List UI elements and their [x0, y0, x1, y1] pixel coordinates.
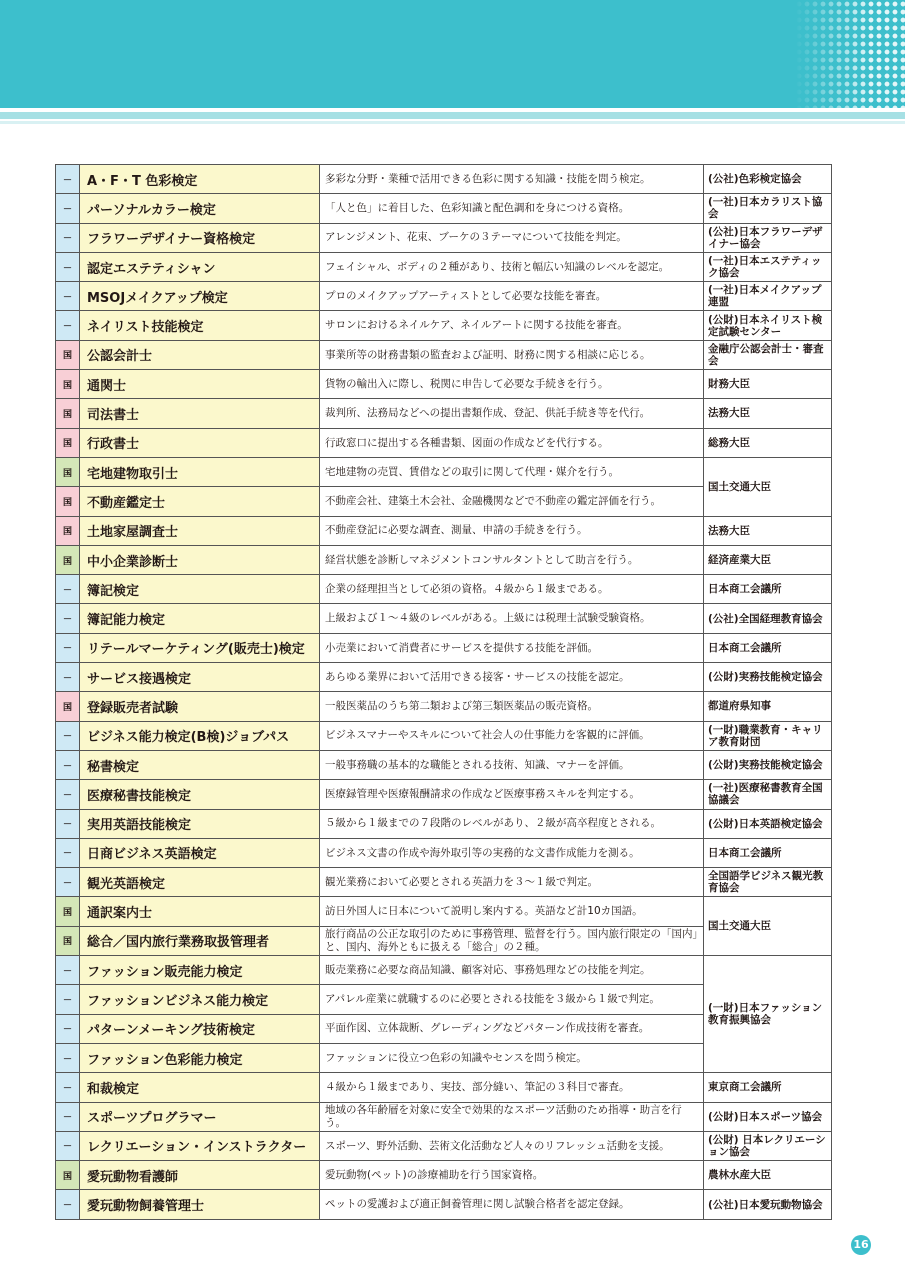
qualification-type-mark: －	[56, 868, 80, 897]
qualification-description: 医療録管理や医療報酬請求の作成など医療事務スキルを判定する。	[320, 780, 704, 809]
qualification-organization: (公財)日本スポーツ協会	[704, 1102, 832, 1131]
qualification-type-mark: －	[56, 194, 80, 223]
qualification-name: 中小企業診断士	[80, 545, 320, 574]
qualification-type-mark: －	[56, 1014, 80, 1043]
header-stripe-light	[0, 121, 905, 124]
table-row	[56, 633, 832, 662]
qualification-description: あらゆる業界において活用できる接客・サービスの技能を認定。	[320, 663, 704, 692]
qualification-name: ファッションビジネス能力検定	[80, 985, 320, 1014]
qualification-table-body	[56, 165, 832, 1220]
table-row	[56, 692, 832, 721]
qualification-description: ビジネスマナーやスキルについて社会人の仕事能力を客観的に評価。	[320, 721, 704, 750]
qualification-name: リテールマーケティング(販売士)検定	[80, 633, 320, 662]
table-row	[56, 956, 832, 985]
qualification-type-mark: 国	[56, 457, 80, 486]
qualification-name: レクリエーション・インストラクター	[80, 1131, 320, 1160]
qualification-type-mark: 国	[56, 428, 80, 457]
qualification-type-mark: －	[56, 223, 80, 252]
qualification-type-mark: 国	[56, 516, 80, 545]
qualification-description: アパレル産業に就職するのに必要とされる技能を３級から１級で判定。	[320, 985, 704, 1014]
qualification-name: 総合／国内旅行業務取扱管理者	[80, 926, 320, 955]
qualification-description: 訪日外国人に日本について説明し案内する。英語など計10カ国語。	[320, 897, 704, 926]
qualification-type-mark: －	[56, 663, 80, 692]
table-row	[56, 663, 832, 692]
qualification-description: 旅行商品の公正な取引のために事務管理、監督を行う。国内旅行限定の「国内」と、国内、海外ともに扱える「総合」の２種。	[320, 926, 704, 955]
qualification-type-mark: －	[56, 252, 80, 281]
qualification-description: スポーツ、野外活動、芸術文化活動など人々のリフレッシュ活動を支援。	[320, 1131, 704, 1160]
qualification-description: 販売業務に必要な商品知識、顧客対応、事務処理などの技能を判定。	[320, 956, 704, 985]
qualification-name: 簿記検定	[80, 575, 320, 604]
qualification-type-mark: 国	[56, 545, 80, 574]
table-row	[56, 223, 832, 252]
qualification-description: 宅地建物の売買、賃借などの取引に関して代理・媒介を行う。	[320, 457, 704, 486]
qualification-name: スポーツプログラマー	[80, 1102, 320, 1131]
qualification-name: 日商ビジネス英語検定	[80, 838, 320, 867]
qualification-description: 行政窓口に提出する各種書類、図面の作成などを代行する。	[320, 428, 704, 457]
qualification-organization: 全国語学ビジネス観光教育協会	[704, 868, 832, 897]
qualification-organization: (公社)色彩検定協会	[704, 165, 832, 194]
qualification-organization: (一社)医療秘書教育全国協議会	[704, 780, 832, 809]
qualification-organization: 財務大臣	[704, 370, 832, 399]
qualification-type-mark: 国	[56, 340, 80, 369]
qualification-organization: (一社)日本カラリスト協会	[704, 194, 832, 223]
qualification-description: 愛玩動物(ペット)の診療補助を行う国家資格。	[320, 1161, 704, 1190]
table-row	[56, 252, 832, 281]
qualification-name: 司法書士	[80, 399, 320, 428]
qualification-organization: (一社)日本メイクアップ連盟	[704, 282, 832, 311]
header-stripe	[0, 112, 905, 119]
qualification-organization: (公財) 日本レクリエーション協会	[704, 1131, 832, 1160]
table-row	[56, 340, 832, 369]
qualification-name: 秘書検定	[80, 750, 320, 779]
qualification-name: 医療秘書技能検定	[80, 780, 320, 809]
qualification-description: フェイシャル、ボディの２種があり、技術と幅広い知識のレベルを認定。	[320, 252, 704, 281]
qualification-organization: (公財)日本英語検定協会	[704, 809, 832, 838]
qualification-type-mark: 国	[56, 399, 80, 428]
qualification-description: 上級および１～４級のレベルがある。上級には税理士試験受験資格。	[320, 604, 704, 633]
qualification-description: 経営状態を診断しマネジメントコンサルタントとして助言を行う。	[320, 545, 704, 574]
qualification-organization: 法務大臣	[704, 399, 832, 428]
qualification-description: ５級から１級までの７段階のレベルがあり、２級が高卒程度とされる。	[320, 809, 704, 838]
table-row	[56, 165, 832, 194]
qualification-type-mark: －	[56, 956, 80, 985]
table-row	[56, 1102, 832, 1131]
qualification-type-mark: －	[56, 633, 80, 662]
qualification-type-mark: －	[56, 604, 80, 633]
qualification-name: 実用英語技能検定	[80, 809, 320, 838]
qualification-description: サロンにおけるネイルケア、ネイルアートに関する技能を審査。	[320, 311, 704, 340]
qualification-name: 登録販売者試験	[80, 692, 320, 721]
table-row	[56, 282, 832, 311]
qualification-organization: (公社)日本フラワーデザイナー協会	[704, 223, 832, 252]
qualification-description: 地域の各年齢層を対象に安全で効果的なスポーツ活動のため指導・助言を行う。	[320, 1102, 704, 1131]
qualification-organization: 総務大臣	[704, 428, 832, 457]
qualification-organization: (一社)日本エステティック協会	[704, 252, 832, 281]
qualification-description: 小売業において消費者にサービスを提供する技能を評価。	[320, 633, 704, 662]
qualification-name: 土地家屋調査士	[80, 516, 320, 545]
qualification-type-mark: －	[56, 750, 80, 779]
table-row	[56, 1190, 832, 1219]
qualification-organization: 法務大臣	[704, 516, 832, 545]
qualification-name: サービス接遇検定	[80, 663, 320, 692]
qualification-description: 多彩な分野・業種で活用できる色彩に関する知識・技能を問う検定。	[320, 165, 704, 194]
table-row	[56, 868, 832, 897]
table-row	[56, 194, 832, 223]
qualification-description: 観光業務において必要とされる英語力を３～１級で判定。	[320, 868, 704, 897]
qualification-type-mark: －	[56, 1043, 80, 1072]
qualification-organization: 国土交通大臣	[704, 457, 832, 516]
qualification-type-mark: －	[56, 1073, 80, 1102]
qualification-name: 愛玩動物看護師	[80, 1161, 320, 1190]
header-band	[0, 0, 905, 108]
table-row	[56, 370, 832, 399]
qualification-description: ビジネス文書の作成や海外取引等の実務的な文書作成能力を測る。	[320, 838, 704, 867]
qualification-organization: 都道府県知事	[704, 692, 832, 721]
qualification-name: ネイリスト技能検定	[80, 311, 320, 340]
qualification-organization: (公財)実務技能検定協会	[704, 663, 832, 692]
qualification-description: ファッションに役立つ色彩の知識やセンスを問う検定。	[320, 1043, 704, 1072]
qualification-description: 「人と色」に着目した、色彩知識と配色調和を身につける資格。	[320, 194, 704, 223]
qualification-organization: 東京商工会議所	[704, 1073, 832, 1102]
table-row	[56, 721, 832, 750]
qualification-organization: (公社)日本愛玩動物協会	[704, 1190, 832, 1219]
qualification-description: ペットの愛護および適正飼養管理に関し試験合格者を認定登録。	[320, 1190, 704, 1219]
qualification-description: 不動産会社、建築土木会社、金融機関などで不動産の鑑定評価を行う。	[320, 487, 704, 516]
table-row	[56, 809, 832, 838]
qualification-type-mark: －	[56, 311, 80, 340]
qualification-type-mark: 国	[56, 370, 80, 399]
qualification-description: 平面作図、立体裁断、グレーディングなどパターン作成技術を審査。	[320, 1014, 704, 1043]
table-row	[56, 1073, 832, 1102]
qualification-description: 一般医薬品のうち第二類および第三類医薬品の販売資格。	[320, 692, 704, 721]
qualification-type-mark: 国	[56, 1161, 80, 1190]
qualification-name: 簿記能力検定	[80, 604, 320, 633]
qualification-description: 事業所等の財務書類の監査および証明、財務に関する相談に応じる。	[320, 340, 704, 369]
qualification-description: 企業の経理担当として必須の資格。４級から１級まである。	[320, 575, 704, 604]
qualification-type-mark: 国	[56, 487, 80, 516]
qualification-type-mark: －	[56, 165, 80, 194]
qualification-organization: (公財)日本ネイリスト検定試験センター	[704, 311, 832, 340]
qualification-organization: 金融庁公認会計士・審査会	[704, 340, 832, 369]
qualification-organization: (一財)日本ファッション教育振興協会	[704, 956, 832, 1073]
qualification-organization: (一財)職業教育・キャリア教育財団	[704, 721, 832, 750]
table-row	[56, 311, 832, 340]
qualification-description: 貨物の輸出入に際し、税関に申告して必要な手続きを行う。	[320, 370, 704, 399]
qualification-name: MSOJメイクアップ検定	[80, 282, 320, 311]
table-row	[56, 1131, 832, 1160]
qualification-table	[55, 164, 832, 1220]
qualification-name: ファッション色彩能力検定	[80, 1043, 320, 1072]
qualification-description: プロのメイクアップアーティストとして必要な技能を審査。	[320, 282, 704, 311]
table-row	[56, 604, 832, 633]
table-row	[56, 516, 832, 545]
qualification-type-mark: 国	[56, 692, 80, 721]
qualification-name: 通関士	[80, 370, 320, 399]
qualification-type-mark: －	[56, 1190, 80, 1219]
qualification-organization: 日本商工会議所	[704, 633, 832, 662]
qualification-name: 通訳案内士	[80, 897, 320, 926]
qualification-type-mark: 国	[56, 897, 80, 926]
qualification-type-mark: －	[56, 780, 80, 809]
qualification-name: 観光英語検定	[80, 868, 320, 897]
qualification-organization: 経済産業大臣	[704, 545, 832, 574]
qualification-name: ビジネス能力検定(B検)ジョブパス	[80, 721, 320, 750]
qualification-organization: 日本商工会議所	[704, 575, 832, 604]
table-row	[56, 457, 832, 486]
qualification-name: 愛玩動物飼養管理士	[80, 1190, 320, 1219]
table-row	[56, 897, 832, 926]
qualification-type-mark: －	[56, 282, 80, 311]
page-number: 16	[851, 1235, 871, 1255]
qualification-type-mark: －	[56, 838, 80, 867]
header-dot-pattern	[795, 0, 905, 108]
qualification-organization: 農林水産大臣	[704, 1161, 832, 1190]
qualification-name: フラワーデザイナー資格検定	[80, 223, 320, 252]
qualification-type-mark: －	[56, 1102, 80, 1131]
table-row	[56, 750, 832, 779]
qualification-name: 公認会計士	[80, 340, 320, 369]
qualification-organization: (公財)実務技能検定協会	[704, 750, 832, 779]
table-row	[56, 428, 832, 457]
qualification-name: 和裁検定	[80, 1073, 320, 1102]
qualification-organization: 国土交通大臣	[704, 897, 832, 956]
table-row	[56, 780, 832, 809]
qualification-type-mark: －	[56, 985, 80, 1014]
table-row	[56, 838, 832, 867]
table-row	[56, 1161, 832, 1190]
qualification-name: 不動産鑑定士	[80, 487, 320, 516]
qualification-description: 一般事務職の基本的な職能とされる技術、知識、マナーを評価。	[320, 750, 704, 779]
qualification-name: 行政書士	[80, 428, 320, 457]
qualification-name: 認定エステティシャン	[80, 252, 320, 281]
qualification-description: ４級から１級まであり、実技、部分縫い、筆記の３科目で審査。	[320, 1073, 704, 1102]
qualification-name: 宅地建物取引士	[80, 457, 320, 486]
table-row	[56, 399, 832, 428]
qualification-name: パーソナルカラー検定	[80, 194, 320, 223]
qualification-type-mark: 国	[56, 926, 80, 955]
table-row	[56, 545, 832, 574]
qualification-type-mark: －	[56, 1131, 80, 1160]
qualification-name: A・F・T 色彩検定	[80, 165, 320, 194]
qualification-organization: 日本商工会議所	[704, 838, 832, 867]
qualification-description: 裁判所、法務局などへの提出書類作成、登記、供託手続き等を代行。	[320, 399, 704, 428]
qualification-description: 不動産登記に必要な調査、測量、申請の手続きを行う。	[320, 516, 704, 545]
qualification-type-mark: －	[56, 809, 80, 838]
table-row	[56, 575, 832, 604]
qualification-name: ファッション販売能力検定	[80, 956, 320, 985]
qualification-name: パターンメーキング技術検定	[80, 1014, 320, 1043]
qualification-organization: (公社)全国経理教育協会	[704, 604, 832, 633]
qualification-type-mark: －	[56, 575, 80, 604]
qualification-type-mark: －	[56, 721, 80, 750]
qualification-description: アレンジメント、花束、ブーケの３テーマについて技能を判定。	[320, 223, 704, 252]
